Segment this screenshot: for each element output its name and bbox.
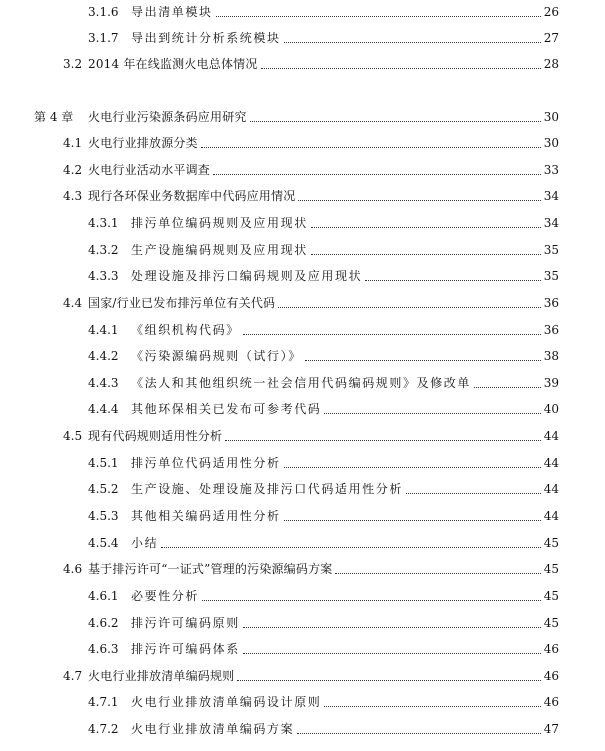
toc-entry-number: 4.3.3 bbox=[88, 269, 119, 283]
toc-entry-number: 3.1.6 bbox=[88, 5, 119, 19]
toc-entry[interactable] bbox=[0, 186, 605, 206]
toc-dot-leader bbox=[237, 680, 541, 681]
toc-entry-page: 36 bbox=[543, 323, 559, 337]
toc-entry-number: 4.3.2 bbox=[88, 243, 119, 257]
toc-entry-number: 4.4.4 bbox=[88, 402, 119, 416]
toc-entry-page: 34 bbox=[543, 189, 559, 203]
toc-entry-number: 4.2 bbox=[63, 163, 83, 177]
toc-entry[interactable] bbox=[0, 373, 605, 393]
toc-entry-number: 4.5.4 bbox=[88, 536, 119, 550]
toc-entry[interactable] bbox=[0, 346, 605, 366]
toc-entry-title: 火电行业活动水平调查 bbox=[88, 163, 211, 177]
toc-entry-page: 46 bbox=[543, 642, 559, 656]
toc-entry-number: 4.5.1 bbox=[88, 456, 119, 470]
toc-entry-title: 生产设施、处理设施及排污口代码适用性分析 bbox=[131, 482, 404, 496]
toc-entry-number: 4.5 bbox=[63, 429, 83, 443]
toc-dot-leader bbox=[335, 573, 541, 574]
toc-entry-title: 排污单位编码规则及应用现状 bbox=[131, 216, 308, 230]
toc-entry-title: 《法人和其他组织统一社会信用代码编码规则》及修改单 bbox=[131, 376, 472, 390]
toc-entry[interactable] bbox=[0, 613, 605, 633]
toc-entry[interactable] bbox=[0, 479, 605, 499]
toc-entry-title: 其他环保相关已发布可参考代码 bbox=[131, 402, 322, 416]
toc-entry-page: 46 bbox=[543, 695, 559, 709]
toc-entry-number: 4.3.1 bbox=[88, 216, 119, 230]
toc-dot-leader bbox=[311, 254, 541, 255]
toc-entry-page: 45 bbox=[543, 589, 559, 603]
toc-entry[interactable] bbox=[0, 453, 605, 473]
toc-entry-title: 导出清单模块 bbox=[131, 5, 213, 19]
toc-entry-title: 《组织机构代码》 bbox=[131, 323, 240, 337]
toc-entry-number: 4.7 bbox=[63, 669, 83, 683]
toc-entry-title: 生产设施编码规则及应用现状 bbox=[131, 243, 308, 257]
toc-dot-leader bbox=[298, 200, 541, 201]
toc-entry-title: 小结 bbox=[131, 536, 159, 550]
toc-entry-number: 4.4.2 bbox=[88, 349, 119, 363]
toc-entry[interactable] bbox=[0, 240, 605, 260]
toc-entry[interactable] bbox=[0, 107, 605, 127]
toc-dot-leader bbox=[305, 360, 541, 361]
toc-entry-page: 40 bbox=[543, 402, 559, 416]
toc-dot-leader bbox=[261, 68, 541, 69]
toc-entry[interactable] bbox=[0, 160, 605, 180]
toc-entry-number: 4.6.2 bbox=[88, 616, 119, 630]
toc-dot-leader bbox=[243, 334, 541, 335]
toc-entry-number: 4.5.3 bbox=[88, 509, 119, 523]
toc-entry-page: 34 bbox=[543, 216, 559, 230]
toc-entry-page: 33 bbox=[543, 163, 559, 177]
toc-entry[interactable] bbox=[0, 666, 605, 686]
toc-entry-page: 30 bbox=[543, 136, 559, 150]
toc-entry-page: 28 bbox=[543, 57, 559, 71]
toc-entry-number: 4.1 bbox=[63, 136, 83, 150]
toc-entry-title: 国家/行业已发布排污单位有关代码 bbox=[88, 296, 276, 310]
toc-entry-page: 36 bbox=[543, 296, 559, 310]
toc-dot-leader bbox=[324, 706, 541, 707]
toc-entry-number: 4.6.3 bbox=[88, 642, 119, 656]
toc-dot-leader bbox=[225, 440, 541, 441]
toc-dot-leader bbox=[202, 600, 541, 601]
toc-entry-title: 火电行业污染源条码应用研究 bbox=[88, 110, 247, 124]
toc-entry[interactable] bbox=[0, 293, 605, 313]
toc-entry-page: 38 bbox=[543, 349, 559, 363]
toc-entry-title: 排污单位代码适用性分析 bbox=[131, 456, 281, 470]
toc-entry[interactable] bbox=[0, 586, 605, 606]
toc-dot-leader bbox=[284, 520, 541, 521]
toc-entry-page: 45 bbox=[543, 536, 559, 550]
toc-entry[interactable] bbox=[0, 639, 605, 659]
toc-entry-title: 处理设施及排污口编码规则及应用现状 bbox=[131, 269, 363, 283]
toc-dot-leader bbox=[216, 16, 541, 17]
toc-entry[interactable] bbox=[0, 133, 605, 153]
toc-entry-page: 45 bbox=[543, 562, 559, 576]
toc-entry-number: 4.3 bbox=[63, 189, 83, 203]
toc-entry-page: 45 bbox=[543, 616, 559, 630]
toc-entry-title: 《污染源编码规则（试行）》 bbox=[131, 349, 302, 363]
toc-entry-title: 火电行业排放清单编码设计原则 bbox=[131, 695, 322, 709]
toc-entry[interactable] bbox=[0, 266, 605, 286]
toc-entry-number: 4.7.2 bbox=[88, 722, 119, 736]
toc-entry-number: 4.4.3 bbox=[88, 376, 119, 390]
toc-dot-leader bbox=[161, 547, 541, 548]
toc-entry-page: 44 bbox=[543, 482, 559, 496]
toc-entry-title: 火电行业排放清单编码规则 bbox=[88, 669, 235, 683]
toc-entry-page: 44 bbox=[543, 429, 559, 443]
toc-dot-leader bbox=[311, 227, 541, 228]
toc-entry-page: 30 bbox=[543, 110, 559, 124]
toc-entry-number: 4.5.2 bbox=[88, 482, 119, 496]
toc-dot-leader bbox=[250, 121, 541, 122]
toc-dot-leader bbox=[243, 653, 541, 654]
toc-entry-number: 4.6 bbox=[63, 562, 83, 576]
toc-entry[interactable] bbox=[0, 559, 605, 579]
toc-entry[interactable] bbox=[0, 533, 605, 553]
toc-entry[interactable] bbox=[0, 2, 605, 22]
toc-entry[interactable] bbox=[0, 692, 605, 712]
toc-dot-leader bbox=[406, 493, 541, 494]
toc-entry-number: 第 4 章 bbox=[34, 110, 74, 124]
toc-entry-title: 排污许可编码体系 bbox=[131, 642, 240, 656]
toc-entry-number: 4.4 bbox=[63, 296, 83, 310]
toc-dot-leader bbox=[365, 280, 541, 281]
toc-dot-leader bbox=[474, 387, 541, 388]
toc-entry-page: 35 bbox=[543, 243, 559, 257]
toc-entry-title: 现有代码规则适用性分析 bbox=[88, 429, 223, 443]
toc-entry-number: 3.1.7 bbox=[88, 31, 119, 45]
toc-entry-title: 2014 年在线监测火电总体情况 bbox=[88, 57, 258, 71]
toc-entry-title: 必要性分析 bbox=[131, 589, 200, 603]
toc-entry[interactable] bbox=[0, 426, 605, 446]
toc-dot-leader bbox=[284, 42, 541, 43]
toc-dot-leader bbox=[213, 174, 541, 175]
toc-entry[interactable] bbox=[0, 54, 605, 74]
toc-entry-title: 火电行业排放源分类 bbox=[88, 136, 198, 150]
toc-entry[interactable] bbox=[0, 320, 605, 340]
toc-dot-leader bbox=[278, 307, 541, 308]
toc-entry-page: 26 bbox=[543, 5, 559, 19]
toc-entry-number: 4.7.1 bbox=[88, 695, 119, 709]
toc-dot-leader bbox=[324, 413, 541, 414]
toc-entry-page: 44 bbox=[543, 509, 559, 523]
toc-entry-number: 3.2 bbox=[63, 57, 83, 71]
toc-dot-leader bbox=[201, 147, 541, 148]
toc-dot-leader bbox=[297, 733, 541, 734]
toc-entry[interactable] bbox=[0, 399, 605, 419]
toc-entry[interactable] bbox=[0, 506, 605, 526]
toc-dot-leader bbox=[284, 467, 541, 468]
toc-entry[interactable] bbox=[0, 213, 605, 233]
toc-entry-number: 4.6.1 bbox=[88, 589, 119, 603]
toc-entry[interactable] bbox=[0, 719, 605, 739]
toc-dot-leader bbox=[243, 627, 541, 628]
toc-entry-page: 46 bbox=[543, 669, 559, 683]
toc-entry-title: 其他相关编码适用性分析 bbox=[131, 509, 281, 523]
toc-entry-page: 44 bbox=[543, 456, 559, 470]
toc-entry-title: 排污许可编码原则 bbox=[131, 616, 240, 630]
toc-entry-title: 现行各环保业务数据库中代码应用情况 bbox=[88, 189, 296, 203]
toc-entry-title: 导出到统计分析系统模块 bbox=[131, 31, 281, 45]
toc-entry-page: 47 bbox=[543, 722, 559, 736]
toc-entry-title: 火电行业排放清单编码方案 bbox=[131, 722, 295, 736]
toc-entry-page: 27 bbox=[543, 31, 559, 45]
toc-entry-page: 39 bbox=[543, 376, 559, 390]
toc-entry-number: 4.4.1 bbox=[88, 323, 119, 337]
toc-entry-page: 35 bbox=[543, 269, 559, 283]
toc-entry[interactable] bbox=[0, 28, 605, 48]
toc-entry-title: 基于排污许可“一证式”管理的污染源编码方案 bbox=[88, 562, 333, 576]
